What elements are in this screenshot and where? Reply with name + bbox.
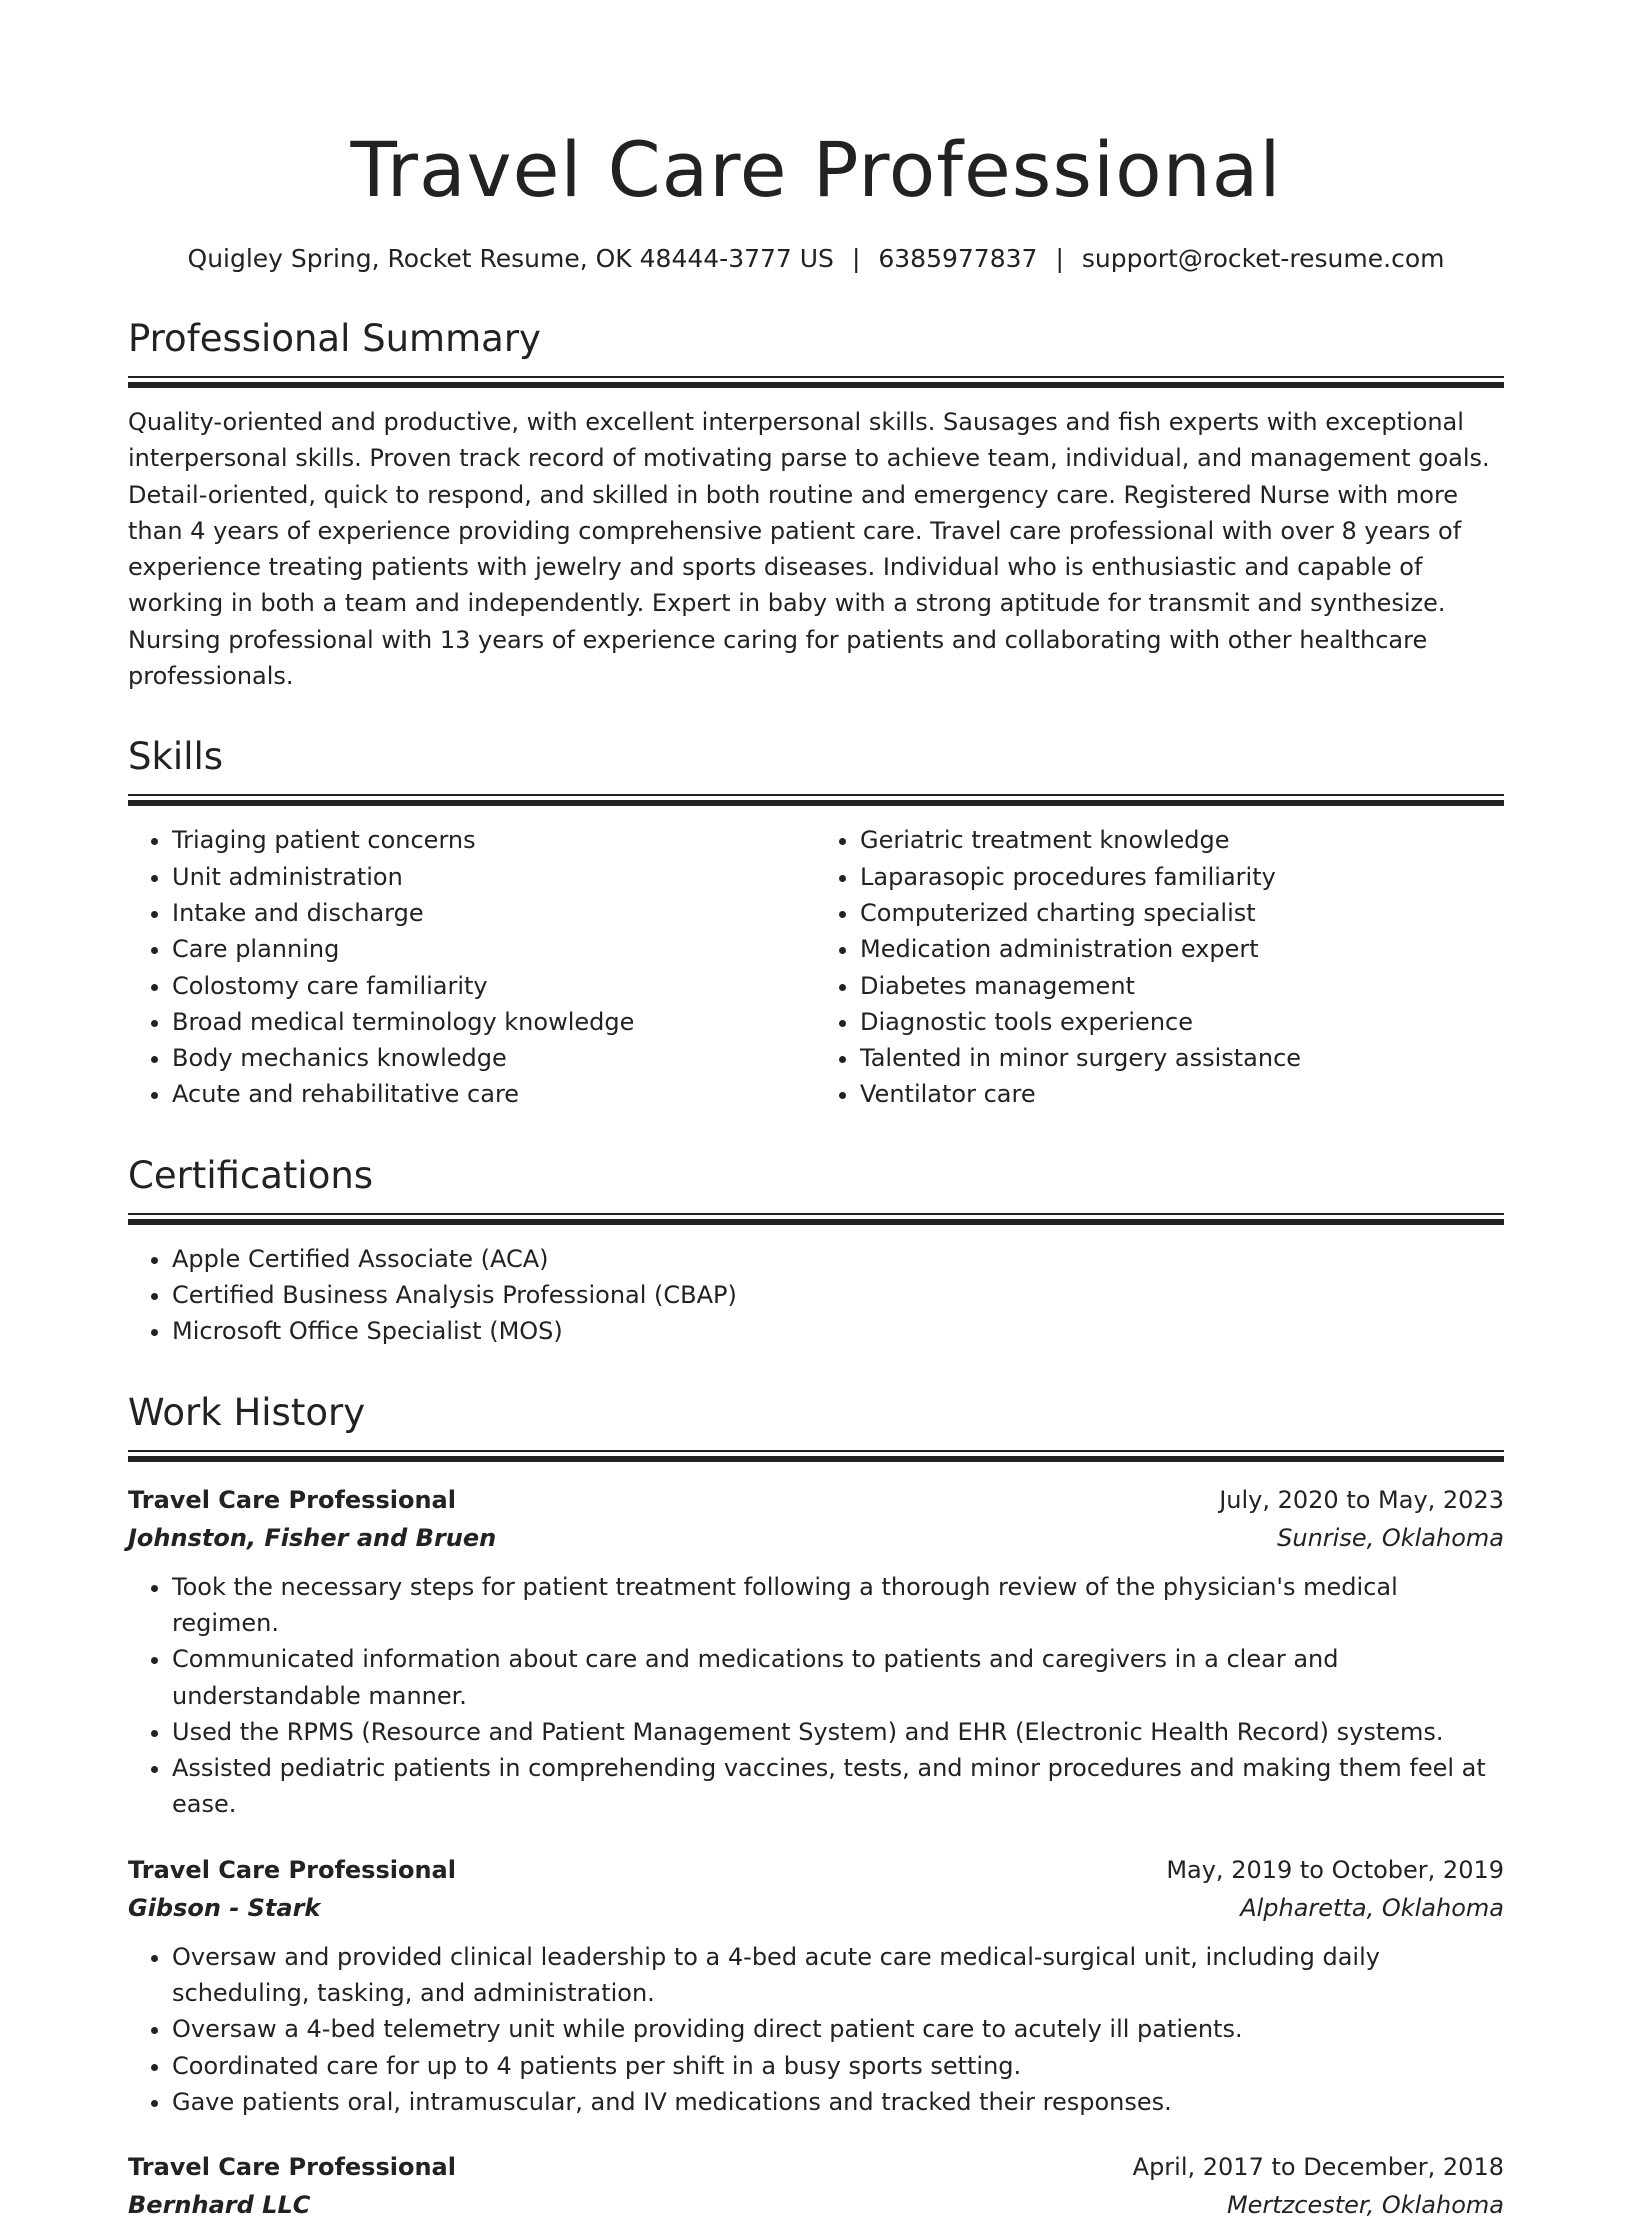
job-bullets	[128, 1939, 1504, 2120]
skill-item: • Laparasopic procedures familiarity	[860, 859, 1504, 895]
certification-item: • Certified Business Analysis Professional (CBAP)	[172, 1277, 1504, 1313]
section-divider	[128, 376, 1504, 389]
section-divider	[128, 1450, 1504, 1463]
job-company: Bernhard LLC	[128, 2191, 311, 2220]
job-entry	[128, 1481, 1504, 1823]
skill-item: • Colostomy care familiarity	[172, 968, 816, 1004]
work-history-heading: Work History	[128, 1390, 366, 1434]
skill-item: • Diagnostic tools experience	[860, 1004, 1504, 1040]
contact-email: support@rocket-resume.com	[1081, 244, 1445, 273]
job-bullet: • Coordinated care for up to 4 patients per shift in a busy sports setting.	[172, 2048, 1504, 2084]
job-dates: July, 2020 to May, 2023	[1219, 1485, 1504, 1514]
contact-separator: |	[851, 244, 861, 273]
candidate-name: Travel Care Professional	[350, 125, 1282, 214]
skill-item: • Intake and discharge	[172, 895, 816, 931]
section-divider	[128, 1213, 1504, 1226]
job-location: Sunrise, Oklahoma	[1277, 1523, 1504, 1552]
job-bullet: • Used the RPMS (Resource and Patient Management System) and EHR (Electronic Health Record) systems.	[172, 1714, 1504, 1750]
job-dates: May, 2019 to October, 2019	[1166, 1855, 1504, 1884]
job-location: Mertzcester, Oklahoma	[1226, 2191, 1504, 2220]
skills-list-right	[816, 822, 1504, 1112]
job-dates: April, 2017 to December, 2018	[1132, 2153, 1504, 2182]
skills-section	[128, 734, 1504, 1112]
skill-item: • Triaging patient concerns	[172, 822, 816, 858]
work-history-section	[128, 1390, 1504, 2224]
skill-item: • Talented in minor surgery assistance	[860, 1040, 1504, 1076]
skill-item: • Broad medical terminology knowledge	[172, 1004, 816, 1040]
contact-phone: 6385977837	[878, 244, 1038, 273]
skill-item: • Care planning	[172, 931, 816, 967]
skill-item: • Computerized charting specialist	[860, 895, 1504, 931]
skills-heading: Skills	[128, 735, 224, 779]
job-bullet: • Communicated information about care and medications to patients and caregivers in a clear and understandable manner.	[172, 1641, 1504, 1714]
contact-line	[128, 242, 1504, 276]
job-location: Alpharetta, Oklahoma	[1240, 1893, 1504, 1922]
job-bullet: • Assisted pediatric patients in comprehending vaccines, tests, and minor procedures and making them feel at ease.	[172, 1750, 1504, 1823]
job-bullets	[128, 1569, 1504, 1823]
skill-item: • Acute and rehabilitative care	[172, 1076, 816, 1112]
contact-separator: |	[1055, 244, 1064, 273]
certifications-section	[128, 1153, 1504, 1350]
job-title: Travel Care Professional	[128, 1485, 456, 1514]
summary-text: Quality-oriented and productive, with excellent interpersonal skills. Sausages and fish experts with exceptional interpersonal skills. Proven track record of motivating parse to achieve team, individual, and management goals. Detail-oriented, quick to respond, and skilled in both routine and emergency care. Registered Nurse with more than 4 years of experience providing comprehensive patient care. Travel care professional with over 8 years of experience treating patients with jewelry and sports diseases. Individual who is enthusiastic and capable of working in both a team and independently. Expert in baby with a strong aptitude for transmit and synthesize. Nursing professional with 13 years of experience caring for patients and collaborating with other healthcare professionals.	[128, 408, 1490, 691]
certifications-list	[128, 1241, 1504, 1350]
job-bullet: • Took the necessary steps for patient treatment following a thorough review of the physician's medical regimen.	[172, 1569, 1504, 1642]
job-company: Gibson - Stark	[128, 1893, 321, 1922]
job-title: Travel Care Professional	[128, 2153, 456, 2182]
certifications-heading: Certifications	[128, 1153, 374, 1197]
certification-item: • Apple Certified Associate (ACA)	[172, 1241, 1504, 1277]
section-divider	[128, 794, 1504, 807]
skill-item: • Ventilator care	[860, 1076, 1504, 1112]
skills-list-left	[128, 822, 816, 1112]
job-bullet: • Oversaw and provided clinical leadership to a 4-bed acute care medical-surgical unit, including daily scheduling, tasking, and administration.	[172, 1939, 1504, 2012]
summary-heading: Professional Summary	[128, 317, 541, 360]
contact-address: Quigley Spring, Rocket Resume, OK 48444-3777 US	[187, 244, 834, 273]
skills-columns	[128, 822, 1504, 1112]
skill-item: • Geriatric treatment knowledge	[860, 822, 1504, 858]
skill-item: • Unit administration	[172, 859, 816, 895]
job-entry	[128, 1851, 1504, 2120]
job-title: Travel Care Professional	[128, 1855, 456, 1884]
job-bullet: • Gave patients oral, intramuscular, and IV medications and tracked their responses.	[172, 2084, 1504, 2120]
certification-item: • Microsoft Office Specialist (MOS)	[172, 1313, 1504, 1349]
job-entry	[128, 2148, 1504, 2224]
skill-item: • Body mechanics knowledge	[172, 1040, 816, 1076]
job-company: Johnston, Fisher and Bruen	[128, 1523, 497, 1552]
job-bullet: • Oversaw a 4-bed telemetry unit while providing direct patient care to acutely ill patients.	[172, 2011, 1504, 2047]
skill-item: • Medication administration expert	[860, 931, 1504, 967]
skill-item: • Diabetes management	[860, 968, 1504, 1004]
summary-section	[128, 316, 1504, 694]
